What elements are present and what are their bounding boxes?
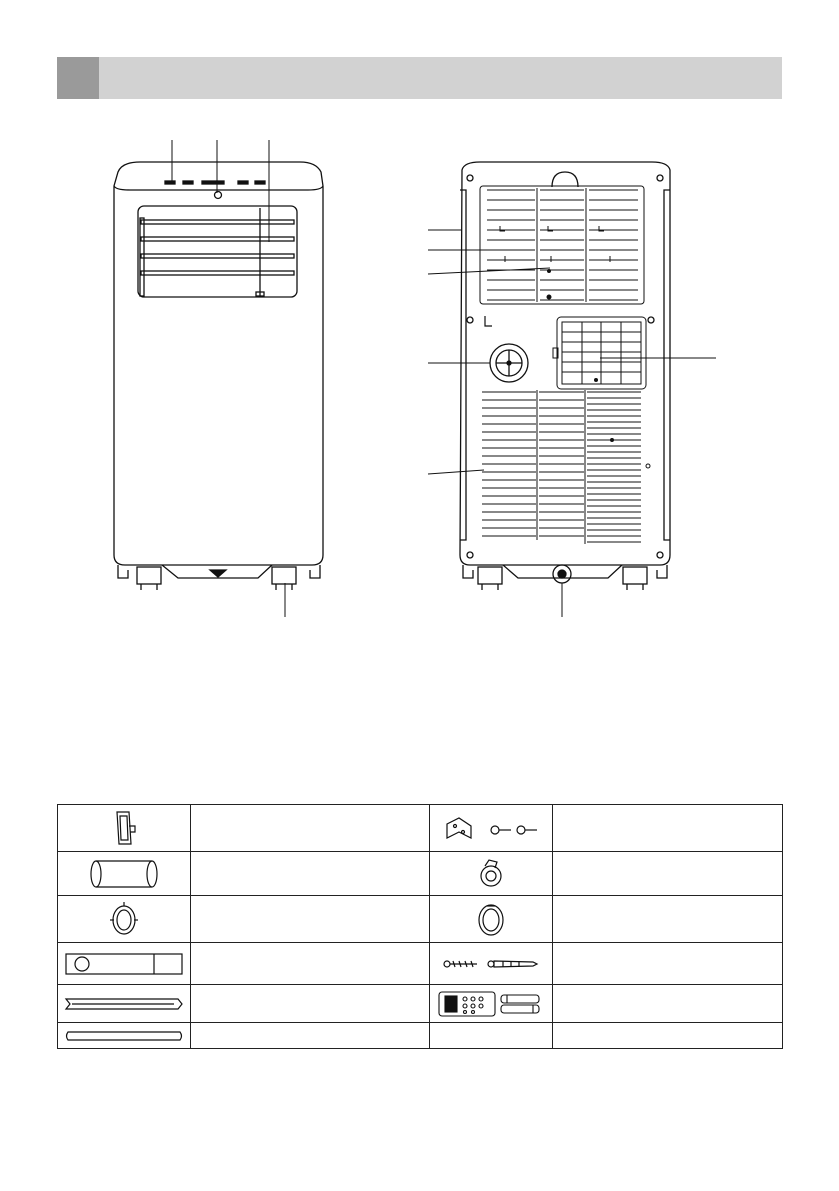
screws-and-anchors-icon bbox=[441, 953, 541, 975]
accessory-image-cell bbox=[430, 852, 553, 896]
front-view bbox=[114, 140, 323, 617]
accessory-label bbox=[553, 896, 783, 943]
window-slider-panel-icon bbox=[62, 951, 186, 977]
remote-and-batteries-icon bbox=[437, 990, 545, 1018]
upper-filter-grille bbox=[480, 186, 644, 304]
rear-view bbox=[428, 162, 716, 617]
exhaust-hose-icon bbox=[88, 858, 160, 890]
rear-casters bbox=[463, 565, 667, 590]
table-row bbox=[58, 852, 783, 896]
front-casters bbox=[118, 565, 320, 590]
drain-connector-icon bbox=[473, 856, 509, 892]
accessory-image-cell bbox=[58, 985, 191, 1023]
front-callouts bbox=[172, 140, 285, 617]
accessories-table bbox=[57, 804, 783, 1049]
foam-seal-strip-icon bbox=[62, 1027, 186, 1045]
wall-exhaust-adapter-icon bbox=[106, 898, 142, 940]
accessory-image-cell bbox=[430, 805, 553, 852]
lower-intake-grille bbox=[482, 390, 650, 544]
accessory-label bbox=[191, 805, 430, 852]
screw-icon bbox=[657, 552, 663, 558]
window-slider-adapter-icon bbox=[109, 808, 139, 848]
table-row bbox=[58, 985, 783, 1023]
screw-icon bbox=[648, 317, 654, 323]
receiver-icon bbox=[215, 192, 222, 199]
table-row bbox=[58, 943, 783, 985]
bracket-and-screws-icon bbox=[441, 812, 541, 844]
front-louver bbox=[138, 206, 297, 297]
accessory-label bbox=[553, 1023, 783, 1049]
accessory-image-cell bbox=[58, 852, 191, 896]
accessory-label bbox=[553, 985, 783, 1023]
accessory-image-cell bbox=[58, 896, 191, 943]
accessory-label bbox=[191, 896, 430, 943]
screw-icon bbox=[657, 175, 663, 181]
exhaust-outlet bbox=[490, 344, 528, 382]
accessory-label bbox=[191, 1023, 430, 1049]
table-row bbox=[58, 805, 783, 852]
hose-adapter-icon bbox=[473, 898, 509, 940]
accessory-label bbox=[553, 805, 783, 852]
window-slider-bar-icon bbox=[62, 993, 186, 1015]
screw-icon bbox=[467, 317, 473, 323]
screw-icon bbox=[467, 175, 473, 181]
accessory-image-cell bbox=[58, 943, 191, 985]
accessory-label bbox=[191, 852, 430, 896]
accessory-image-cell bbox=[430, 943, 553, 985]
table-row bbox=[58, 896, 783, 943]
accessory-label bbox=[191, 943, 430, 985]
accessory-label bbox=[553, 943, 783, 985]
accessory-label bbox=[191, 985, 430, 1023]
accessory-label bbox=[553, 852, 783, 896]
table-row bbox=[58, 1023, 783, 1049]
accessory-image-cell bbox=[58, 805, 191, 852]
accessory-image-cell bbox=[430, 1023, 553, 1049]
accessory-image-cell bbox=[430, 985, 553, 1023]
accessory-image-cell bbox=[58, 1023, 191, 1049]
lower-filter-frame bbox=[553, 317, 646, 389]
screw-icon bbox=[467, 552, 473, 558]
accessory-image-cell bbox=[430, 896, 553, 943]
